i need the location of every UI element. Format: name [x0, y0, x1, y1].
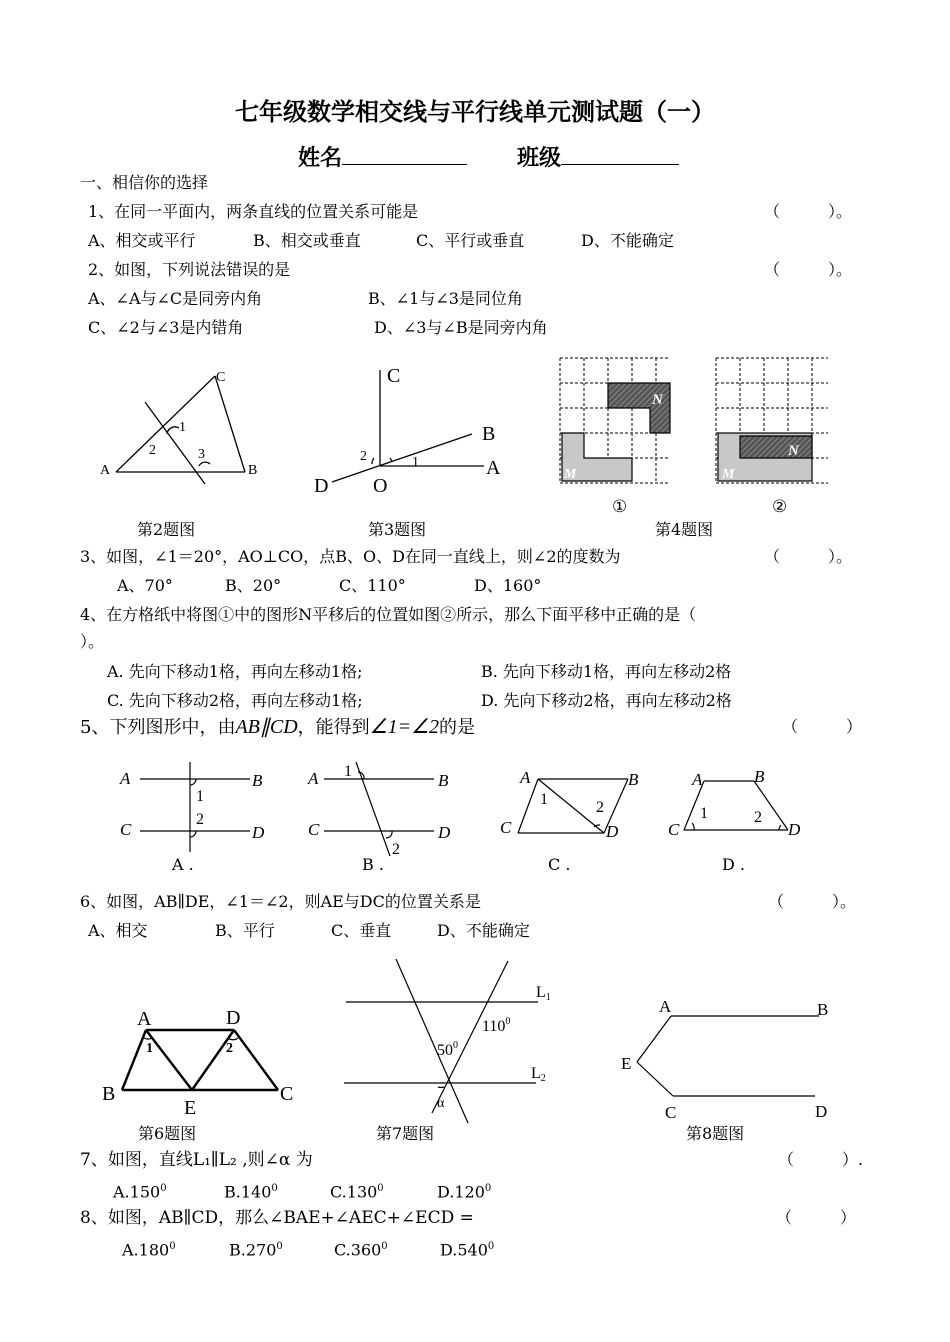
fig4-label-m2: M	[722, 467, 735, 482]
name-blank[interactable]	[342, 146, 467, 165]
fig5b-label-d: D	[438, 823, 451, 842]
fig8-label-b: B	[817, 1000, 829, 1019]
fig5d-label-b: B	[754, 767, 765, 786]
class-blank[interactable]	[561, 146, 679, 165]
fig5d-angle-2: 2	[754, 809, 762, 826]
q3-answer-bracket[interactable]: （ ）。	[764, 547, 853, 566]
fig6-label-c: C	[280, 1083, 294, 1105]
q2-text: 2、如图，下列说法错误的是	[88, 260, 291, 279]
figure-q4-grid-1	[560, 358, 680, 518]
fig3-label-o: O	[373, 475, 388, 497]
q7-option-b: B.140$^0$	[224, 1182, 278, 1202]
fig6-label-e: E	[184, 1097, 197, 1119]
fig5b-angle-1: 1	[344, 763, 352, 780]
fig4-label-n2: N	[788, 443, 799, 459]
caption-fig4: 第4题图	[655, 520, 714, 539]
q4-text: 4、在方格纸中将图①中的图形N平移后的位置如图②所示，那么下面平移中正确的是（	[80, 605, 697, 624]
fig3-label-c: C	[387, 365, 401, 387]
q8-option-d: D.540$^0$	[440, 1240, 495, 1260]
fig4-label-m1: M	[564, 467, 577, 482]
fig3-label-d: D	[314, 475, 329, 497]
fig6-label-a: A	[137, 1008, 152, 1030]
q5-text-post: 的是	[439, 717, 476, 738]
fig5d-label-c: C	[668, 820, 680, 839]
fig2-angle-3: 3	[198, 447, 205, 462]
fig3-angle-1: 1	[412, 455, 419, 470]
q1-option-a: A、相交或平行	[88, 231, 196, 250]
q5-answer-bracket[interactable]: （ ）	[782, 717, 863, 736]
fig6-label-b: B	[102, 1083, 116, 1105]
q1-answer-bracket[interactable]: （ ）。	[764, 202, 853, 221]
q3-option-a: A、70°	[117, 576, 173, 595]
fig3-angle-2: 2	[360, 449, 367, 464]
q2-option-a: A、∠A与∠C是同旁内角	[88, 289, 263, 308]
q2-option-d: D、∠3与∠B是同旁内角	[374, 318, 548, 337]
q7-text: 7、如图，直线L₁∥L₂ ,则∠α 为	[80, 1150, 313, 1170]
q6-answer-bracket[interactable]: （ ）。	[768, 892, 857, 911]
q5-math-parallel: AB∥CD	[235, 716, 298, 738]
q2-option-c: C、∠2与∠3是内错角	[88, 318, 244, 337]
class-field	[517, 141, 679, 172]
q8-option-b: B.270$^0$	[229, 1240, 283, 1260]
q1-option-c: C、平行或垂直	[416, 231, 525, 250]
q3-option-b: B、20°	[225, 576, 282, 595]
q6-option-c: C、垂直	[331, 921, 392, 940]
fig7-angle-110: $110^0$	[482, 1016, 511, 1035]
q6-text: 6、如图，AB∥DE，∠1＝∠2，则AE与DC的位置关系是	[80, 892, 481, 911]
q3-option-d: D、160°	[474, 576, 542, 595]
figure-q5-b	[306, 760, 466, 860]
q7-option-a: A.150$^0$	[113, 1182, 167, 1202]
q6-option-a: A、相交	[88, 921, 148, 940]
fig8-label-e: E	[621, 1054, 632, 1073]
q7-option-c: C.130$^0$	[330, 1182, 384, 1202]
fig6-angle-1: 1	[146, 1041, 153, 1056]
fig8-label-d: D	[815, 1102, 828, 1121]
name-label: 姓名	[298, 146, 343, 171]
caption-fig7: 第7题图	[376, 1124, 435, 1143]
fig5c-label-b: B	[628, 770, 639, 789]
q1-option-d: D、不能确定	[581, 231, 674, 250]
q8-option-a: A.180$^0$	[122, 1240, 176, 1260]
q8-text: 8、如图，AB∥CD，那么∠BAE+∠AEC+∠ECD =	[80, 1208, 474, 1228]
fig5c-label-d: D	[606, 822, 619, 841]
fig2-label-a: A	[100, 463, 111, 478]
figure-q8-polyline	[615, 990, 845, 1125]
fig5b-angle-2: 2	[392, 841, 400, 858]
fig2-label-b: B	[248, 463, 258, 478]
figure-q6-trapezoid	[100, 1000, 300, 1119]
caption-fig8: 第8题图	[686, 1124, 745, 1143]
q4-option-d: D. 先向下移动2格，再向左移动2格	[481, 691, 732, 710]
q4-option-a: A. 先向下移动1格，再向左移动1格;	[107, 662, 363, 681]
q1-text: 1、在同一平面内，两条直线的位置关系可能是	[88, 202, 419, 221]
fig5b-label-b: B	[438, 771, 449, 790]
fig5d-label-a: A	[692, 770, 703, 789]
fig4-circle-1: ①	[612, 497, 628, 516]
fig5a-angle-2: 2	[196, 811, 204, 828]
fig5a-label-c: C	[120, 820, 132, 839]
fig5a-label-d: D	[252, 823, 265, 842]
fig5b-label-c: C	[308, 820, 320, 839]
fig8-label-a: A	[659, 997, 672, 1016]
q7-answer-bracket[interactable]: （ ）.	[778, 1150, 864, 1169]
fig5a-angle-1: 1	[196, 788, 204, 805]
q2-option-b: B、∠1与∠3是同位角	[368, 289, 523, 308]
q5-text-mid: ，能得到	[297, 717, 370, 738]
name-field	[298, 141, 467, 172]
figure-q4-grid-2	[716, 358, 836, 518]
fig5c-label-a: A	[520, 768, 531, 787]
fig7-label-l2: L2	[531, 1065, 546, 1084]
figure-q7-parallel-lines	[340, 955, 570, 1125]
caption-fig3: 第3题图	[368, 520, 427, 539]
fig7-angle-50: $50^0$	[437, 1040, 458, 1059]
q8-answer-bracket[interactable]: （ ）	[776, 1208, 857, 1227]
q5-label-b: B .	[362, 855, 384, 874]
q4-text-cont[interactable]: ）。	[80, 632, 105, 651]
fig5b-label-a: A	[308, 769, 319, 788]
caption-fig2: 第2题图	[137, 520, 196, 539]
fig4-label-n1: N	[652, 392, 663, 408]
fig5c-angle-2: 2	[596, 799, 604, 816]
fig2-angle-1: 1	[179, 420, 186, 435]
class-label: 班级	[517, 146, 562, 171]
fig2-angle-2: 2	[149, 443, 156, 458]
fig5c-label-c: C	[500, 818, 512, 837]
q4-option-c: C. 先向下移动2格，再向左移动1格;	[107, 691, 363, 710]
fig2-label-c: C	[216, 370, 226, 385]
q6-option-b: B、平行	[215, 921, 275, 940]
fig5d-label-d: D	[788, 820, 801, 839]
q2-answer-bracket[interactable]: （ ）。	[764, 260, 853, 279]
figure-q3-angles	[312, 358, 512, 498]
fig6-label-d: D	[226, 1007, 241, 1029]
q5-label-a: A .	[172, 855, 194, 874]
q5-math-angles: ∠1=∠2	[369, 716, 440, 738]
fig5a-label-a: A	[120, 769, 131, 788]
figure-q5-c	[498, 765, 648, 845]
q3-option-c: C、110°	[339, 576, 406, 595]
fig5d-angle-1: 1	[700, 805, 708, 822]
q6-option-d: D、不能确定	[437, 921, 530, 940]
figure-q5-d	[666, 765, 816, 845]
page-title: 七年级数学相交线与平行线单元测试题（一）	[235, 98, 715, 126]
q4-option-b: B. 先向下移动1格，再向左移动2格	[481, 662, 732, 681]
caption-fig6: 第6题图	[138, 1124, 197, 1143]
q8-option-c: C.360$^0$	[334, 1240, 388, 1260]
q5-label-d: D .	[722, 855, 745, 874]
q5-text-pre: 5、下列图形中，由	[80, 717, 236, 738]
q3-text: 3、如图，∠1＝20°，AO⊥CO，点B、O、D在同一直线上，则∠2的度数为	[80, 547, 621, 566]
fig5a-label-b: B	[252, 771, 263, 790]
fig3-label-a: A	[486, 457, 501, 479]
q5-text	[80, 715, 475, 740]
fig8-label-c: C	[665, 1103, 677, 1122]
section-heading: 一、相信你的选择	[80, 173, 209, 192]
q7-option-d: D.120$^0$	[437, 1182, 492, 1202]
q5-label-c: C .	[548, 855, 571, 874]
fig3-label-b: B	[482, 423, 496, 445]
fig6-angle-2: 2	[226, 1041, 233, 1056]
q1-option-b: B、相交或垂直	[253, 231, 361, 250]
figure-q5-a	[118, 760, 278, 860]
fig4-circle-2: ②	[772, 497, 788, 516]
fig7-angle-alpha: α	[437, 1096, 445, 1111]
figure-q2-triangle	[95, 362, 258, 492]
fig7-label-l1: L1	[536, 984, 551, 1003]
fig5c-angle-1: 1	[540, 791, 548, 808]
